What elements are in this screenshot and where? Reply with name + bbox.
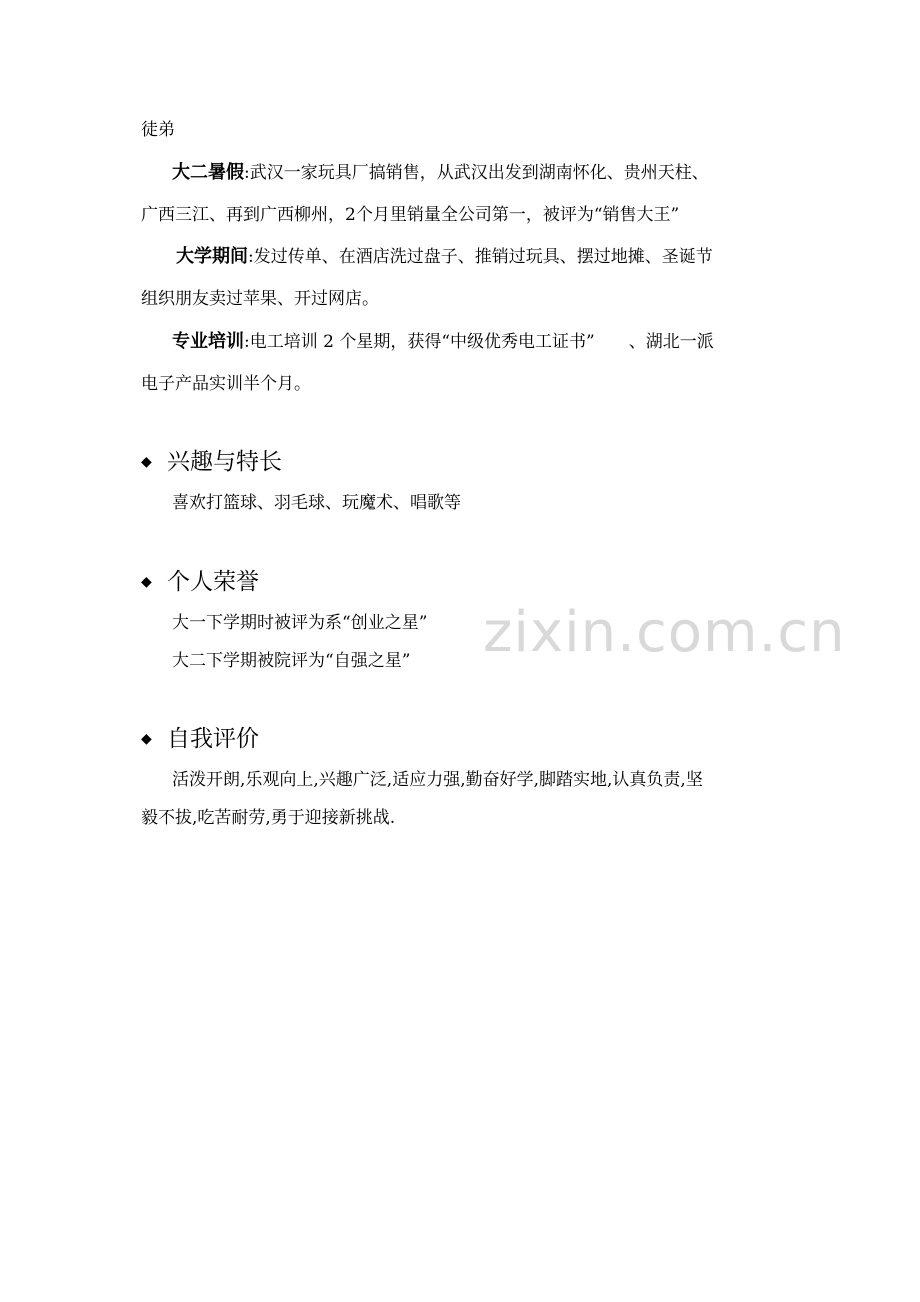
- self-evaluation-line-2: 毅不拔,吃苦耐劳,勇于迎接新挑战.: [141, 808, 396, 828]
- university-line-2: 组织朋友卖过苹果、开过网店。: [141, 289, 379, 309]
- university-text: :发过传单、在酒店洗过盘子、推销过玩具、摆过地摊、圣诞节: [248, 247, 713, 267]
- self-evaluation-heading: [141, 724, 259, 754]
- interests-heading-text: 兴趣与特长: [167, 449, 282, 475]
- diamond-bullet-icon: ◆: [141, 454, 152, 470]
- summer-line-1: [172, 161, 709, 185]
- interests-text: 喜欢打篮球、羽毛球、玩魔术、唱歌等: [172, 493, 461, 513]
- interests-heading: [141, 447, 282, 477]
- summer-text: :武汉一家玩具厂搞销售，从武汉出发到湖南怀化、贵州天柱、: [244, 163, 709, 183]
- training-line-1: [172, 330, 714, 354]
- honors-heading-text: 个人荣誉: [167, 569, 259, 595]
- university-label: 大学期间: [176, 246, 248, 267]
- self-evaluation-heading-text: 自我评价: [167, 726, 259, 752]
- training-line-2: 电子产品实训半个月。: [141, 374, 311, 394]
- diamond-bullet-icon: ◆: [141, 731, 152, 747]
- diamond-bullet-icon: ◆: [141, 574, 152, 590]
- summer-label: 大二暑假: [172, 162, 244, 183]
- training-text: :电工培训 2 个星期，获得“中级优秀电工证书” 、湖北一派: [244, 332, 714, 352]
- honors-heading: [141, 567, 259, 597]
- training-label: 专业培训: [172, 331, 244, 352]
- text-line: 徒弟: [141, 120, 175, 140]
- summer-line-2: 广西三江、再到广西柳州，2个月里销量全公司第一，被评为“销售大王”: [141, 205, 680, 225]
- watermark: zixin.com.cn: [483, 600, 846, 665]
- self-evaluation-line-1: 活泼开朗,乐观向上,兴趣广泛,适应力强,勤奋好学,脚踏实地,认真负责,坚: [172, 770, 703, 790]
- honor-item: 大一下学期时被评为系“创业之星”: [172, 613, 428, 633]
- honor-item: 大二下学期被院评为“自强之星”: [172, 651, 411, 671]
- university-line-1: [176, 245, 713, 269]
